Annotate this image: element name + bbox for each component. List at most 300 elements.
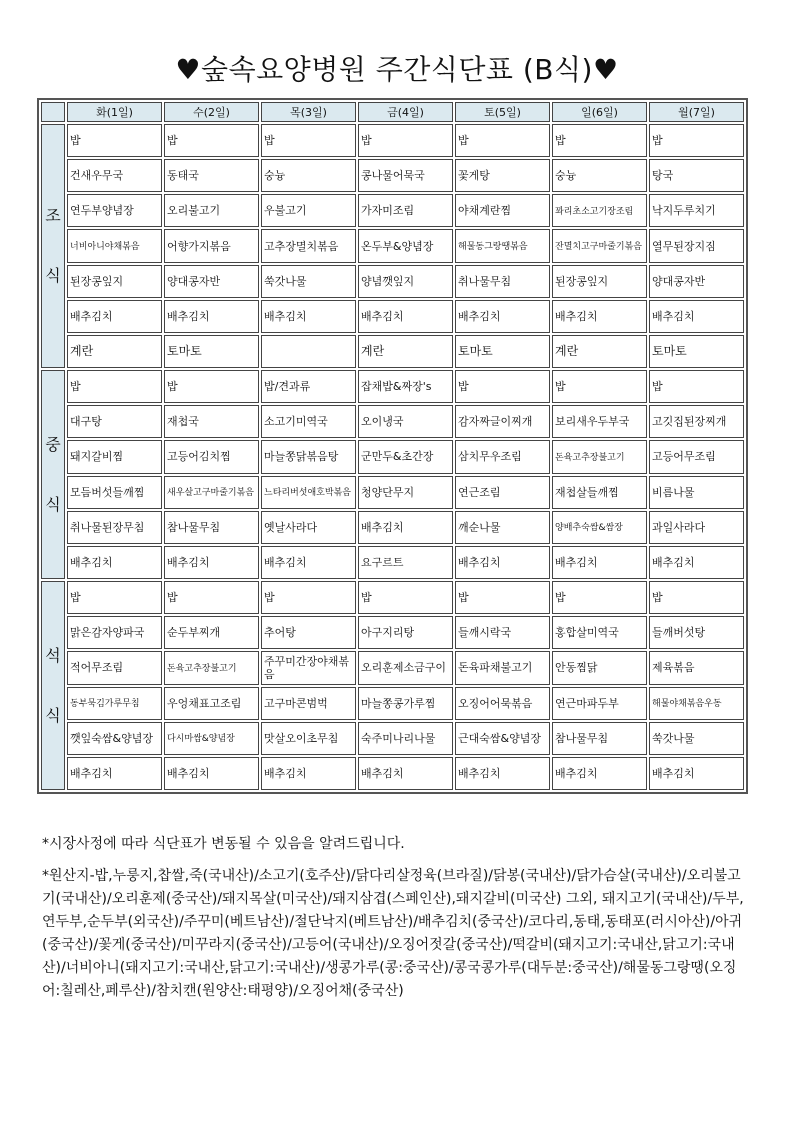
- menu-item-text: 쑥갓나물: [264, 274, 307, 288]
- menu-item: [649, 722, 744, 755]
- menu-item: [649, 757, 744, 790]
- menu-item: [67, 757, 162, 790]
- menu-item-text: 밥: [361, 591, 372, 605]
- menu-item: [67, 511, 162, 544]
- menu-item: [261, 511, 356, 544]
- menu-item: [455, 229, 550, 262]
- menu-item: [261, 440, 356, 473]
- menu-item: [552, 159, 647, 192]
- menu-item-text: 우엉채표고조림: [167, 696, 242, 710]
- menu-row: [41, 265, 744, 298]
- menu-item: [455, 194, 550, 227]
- menu-row: [41, 300, 744, 333]
- menu-item: [552, 757, 647, 790]
- menu-item: [552, 651, 647, 684]
- menu-item-text: 꽈리초소고기장조림: [555, 206, 634, 217]
- menu-item-text: 배추김치: [264, 555, 307, 569]
- menu-item-text: 밥: [264, 591, 275, 605]
- menu-item-text: 밥: [167, 380, 178, 394]
- menu-row: [41, 370, 744, 403]
- menu-item-text: 연근조림: [458, 485, 501, 499]
- meal-label: 석 식: [41, 581, 65, 790]
- meal-label: 중 식: [41, 370, 65, 579]
- menu-item: [552, 511, 647, 544]
- menu-item: [455, 476, 550, 509]
- menu-item: [455, 687, 550, 720]
- menu-item-text: 오리훈제소금구이: [361, 661, 447, 675]
- menu-item: [358, 546, 453, 579]
- menu-item-text: 맛살오이초무침: [264, 731, 339, 745]
- menu-item: [358, 194, 453, 227]
- menu-item-text: 배추김치: [264, 766, 307, 780]
- menu-item: [455, 581, 550, 614]
- menu-item: [164, 616, 259, 649]
- menu-item: [649, 616, 744, 649]
- menu-item: [164, 476, 259, 509]
- menu-item-text: 들깨시락국: [458, 626, 512, 640]
- menu-item: [164, 405, 259, 438]
- menu-item-text: 해물야채볶음우동: [652, 699, 722, 710]
- menu-item: [67, 546, 162, 579]
- menu-item: [67, 616, 162, 649]
- menu-item-text: 배추김치: [361, 309, 404, 323]
- menu-item-text: 가자미조림: [361, 204, 415, 218]
- menu-item-text: 오리불고기: [167, 204, 221, 218]
- menu-item-text: 숭늉: [264, 169, 286, 183]
- menu-row: [41, 722, 744, 755]
- menu-item-text: 동부묵김가루무침: [70, 699, 140, 710]
- menu-item-text: 배추김치: [652, 555, 695, 569]
- menu-item: [261, 722, 356, 755]
- menu-item: [552, 265, 647, 298]
- day-header: 화(1일): [67, 102, 162, 122]
- menu-item-text: 밥: [458, 380, 469, 394]
- menu-item: [358, 229, 453, 262]
- menu-item: [164, 194, 259, 227]
- menu-item-text: 동태국: [167, 169, 199, 183]
- menu-row: [41, 124, 744, 157]
- menu-row: [41, 476, 744, 509]
- menu-item-text: 배추김치: [70, 766, 113, 780]
- day-header: 수(2일): [164, 102, 259, 122]
- menu-item-text: 숙주미나리나물: [361, 731, 436, 745]
- day-header: 토(5일): [455, 102, 550, 122]
- menu-item: [164, 300, 259, 333]
- menu-item: [649, 300, 744, 333]
- menu-item-text: 요구르트: [361, 555, 404, 569]
- menu-item: [164, 440, 259, 473]
- header-corner: [41, 102, 65, 122]
- menu-item: [552, 405, 647, 438]
- menu-row: [41, 651, 744, 684]
- menu-item-text: 배추김치: [70, 309, 113, 323]
- menu-item: [649, 370, 744, 403]
- menu-item: [67, 687, 162, 720]
- menu-item: [164, 757, 259, 790]
- menu-item-text: 군만두&초간장: [361, 450, 434, 464]
- menu-item: [164, 722, 259, 755]
- menu-item-text: 배추김치: [458, 766, 501, 780]
- menu-item-text: 콩나물어묵국: [361, 169, 425, 183]
- menu-item: [649, 335, 744, 368]
- menu-item: [358, 616, 453, 649]
- menu-item: [261, 194, 356, 227]
- menu-item: [164, 687, 259, 720]
- menu-item-text: 배추김치: [70, 555, 113, 569]
- menu-item-text: 맑은감자양파국: [70, 626, 145, 640]
- menu-item: [455, 370, 550, 403]
- origin-notice: *원산지-밥,누룽지,찹쌀,죽(국내산)/소고기(호주산)/닭다리살정육(브라질)/닭봉(국내산)/닭가슴살(국내산)/오리불고기(국내산)/오리훈제(중국산)/돼지목살(미국산)/돼지삼겹(스페인산),돼지갈비(미국산) 그외, 돼지고기(국내산)/두부,연두부,순두부(외국산)/주꾸미(베트남산)/절단낙지(베트남산)/배추김치(중국산)/코다리,동태,동태포(러시아산)/아귀(중국산)/꽃게(중국산)/미꾸라지(중국산)/고등어(국내산)/오징어젓갈(중국산)/떡갈비(돼지고기:국내산,닭고기:국내산)/너비아니(돼지고기:국내산,닭고기:국내산)/생콩가루(콩:중국산)/콩국콩가루(대두분:중국산)/해물동그랑땡(오징어:칠레산,페루산)/참치캔(원양산:태평양)/오징어채(중국산): [42, 868, 744, 999]
- day-header-row: [41, 102, 744, 122]
- menu-item: [649, 476, 744, 509]
- menu-item: [261, 546, 356, 579]
- menu-row: [41, 581, 744, 614]
- menu-item-text: 밥: [361, 134, 372, 148]
- menu-item-text: 양대콩자반: [652, 274, 706, 288]
- menu-item: [261, 159, 356, 192]
- menu-item-text: 근대숙쌈&양념장: [458, 731, 541, 745]
- menu-item: [261, 405, 356, 438]
- menu-item-text: 야채계란찜: [458, 204, 512, 218]
- menu-item: [67, 194, 162, 227]
- menu-item-text: 밥: [264, 134, 275, 148]
- menu-item: [164, 159, 259, 192]
- menu-item: [455, 265, 550, 298]
- menu-item: [649, 194, 744, 227]
- menu-item-text: 밥: [70, 380, 81, 394]
- menu-item-text: 아구지리탕: [361, 626, 415, 640]
- menu-item-text: 탕국: [652, 169, 674, 183]
- menu-item-text: 대구탕: [70, 415, 102, 429]
- menu-item: [358, 440, 453, 473]
- menu-item: [67, 722, 162, 755]
- menu-item-text: 제육볶음: [652, 661, 695, 675]
- menu-item: [358, 300, 453, 333]
- menu-row: [41, 194, 744, 227]
- menu-item: [649, 405, 744, 438]
- menu-item: [455, 651, 550, 684]
- menu-item-text: 오이냉국: [361, 415, 404, 429]
- menu-item-text: 재첩살들깨찜: [555, 485, 619, 499]
- menu-item-text: 배추김치: [555, 309, 598, 323]
- menu-row: [41, 546, 744, 579]
- menu-item: [261, 581, 356, 614]
- menu-item-text: 과일사라다: [652, 520, 706, 534]
- menu-item: [67, 651, 162, 684]
- menu-item: [552, 687, 647, 720]
- menu-item: [358, 335, 453, 368]
- menu-item-text: 계란: [361, 344, 385, 359]
- menu-item-text: 취나물무침: [458, 274, 512, 288]
- menu-item: [164, 370, 259, 403]
- menu-item-text: 새우살고구마줄기볶음: [167, 488, 254, 499]
- menu-item: [261, 476, 356, 509]
- menu-row: [41, 687, 744, 720]
- menu-item-text: 배추김치: [167, 555, 210, 569]
- menu-item-text: 잔멸치고구마줄기볶음: [555, 242, 642, 253]
- menu-item-text: 낙지두루치기: [652, 204, 716, 218]
- menu-item: [455, 440, 550, 473]
- menu-item-text: 밥: [555, 380, 566, 394]
- menu-item-text: 모듬버섯들깨찜: [70, 485, 145, 499]
- menu-item: [358, 651, 453, 684]
- menu-item: [67, 440, 162, 473]
- menu-item-text: 배추김치: [264, 309, 307, 323]
- menu-item-text: 밥: [70, 134, 81, 148]
- day-header: 일(6일): [552, 102, 647, 122]
- menu-item-text: 깻잎숙쌈&양념장: [70, 731, 153, 745]
- menu-item: [552, 440, 647, 473]
- menu-item: [358, 370, 453, 403]
- menu-item: [649, 511, 744, 544]
- menu-item: [358, 687, 453, 720]
- menu-item: [164, 335, 259, 368]
- menu-item-text: 홍합살미역국: [555, 626, 619, 640]
- menu-item-text: 깨순나물: [458, 520, 501, 534]
- menu-item: [164, 651, 259, 684]
- menu-item: [455, 300, 550, 333]
- menu-item: [261, 124, 356, 157]
- menu-item: [164, 265, 259, 298]
- menu-item-text: 열무된장지짐: [652, 239, 716, 253]
- menu-item-text: 오징어어묵볶음: [458, 696, 533, 710]
- menu-item-text: 된장콩잎지: [555, 274, 609, 288]
- menu-item-text: 계란: [555, 344, 579, 359]
- menu-item: [552, 370, 647, 403]
- menu-item: [358, 511, 453, 544]
- menu-item-text: 소고기미역국: [264, 415, 328, 429]
- menu-item-text: 추어탕: [264, 626, 296, 640]
- menu-row: [41, 159, 744, 192]
- menu-item: [358, 757, 453, 790]
- menu-item-text: 온두부&양념장: [361, 239, 434, 253]
- menu-item-text: 건새우무국: [70, 169, 124, 183]
- menu-item-text: 마늘쫑콩가루찜: [361, 696, 436, 710]
- menu-item: [649, 546, 744, 579]
- menu-item-text: 참나물무침: [167, 520, 221, 534]
- menu-item-text: 밥: [458, 591, 469, 605]
- menu-item: [67, 265, 162, 298]
- menu-item-text: 느타리버섯애호박볶음: [264, 488, 351, 499]
- menu-item: [358, 265, 453, 298]
- menu-item-text: 배추김치: [167, 309, 210, 323]
- menu-item-text: 배추김치: [167, 766, 210, 780]
- menu-item: [649, 440, 744, 473]
- menu-item-text: 어향가지볶음: [167, 239, 231, 253]
- menu-item: [261, 616, 356, 649]
- menu-item-text: 배추김치: [361, 520, 404, 534]
- menu-item-text: 고깃집된장찌개: [652, 415, 727, 429]
- menu-item-text: 배추김치: [652, 766, 695, 780]
- menu-item-text: 밥: [652, 591, 663, 605]
- menu-item: [67, 370, 162, 403]
- menu-item: [67, 124, 162, 157]
- menu-item: [67, 335, 162, 368]
- menu-item-text: 보리새우두부국: [555, 415, 630, 429]
- menu-item: [164, 229, 259, 262]
- menu-item-text: 안동찜닭: [555, 661, 598, 675]
- day-header: 금(4일): [358, 102, 453, 122]
- menu-item-text: 다시마쌈&양념장: [167, 734, 235, 745]
- menu-item: [455, 546, 550, 579]
- menu-item-text: 고등어김치찜: [167, 450, 231, 464]
- menu-item-text: 된장콩잎지: [70, 274, 124, 288]
- menu-item-text: 배추김치: [555, 766, 598, 780]
- menu-item: [67, 581, 162, 614]
- page-title: ♥숲속요양병원 주간식단표 (B식)♥: [175, 53, 619, 86]
- menu-item-text: 옛날사라다: [264, 520, 318, 534]
- menu-item-text: 주꾸미간장야채볶음: [264, 654, 350, 681]
- menu-item: [455, 511, 550, 544]
- menu-item-text: 토마토: [652, 344, 687, 359]
- menu-item: [552, 722, 647, 755]
- menu-item-text: 연두부양념장: [70, 204, 134, 218]
- menu-item-text: 잡채밥&짜장's: [361, 380, 432, 394]
- menu-item-text: 삼치무우조림: [458, 450, 522, 464]
- menu-item-text: 감자짜글이찌개: [458, 415, 533, 429]
- menu-row: [41, 335, 744, 368]
- menu-item-text: 양념깻잎지: [361, 274, 415, 288]
- menu-item: [261, 651, 356, 684]
- menu-item: [552, 124, 647, 157]
- menu-item-text: 밥: [167, 591, 178, 605]
- menu-item-text: 밥: [167, 134, 178, 148]
- menu-item-text: 적어무조림: [70, 661, 124, 675]
- menu-item: [67, 476, 162, 509]
- menu-item: [358, 159, 453, 192]
- menu-item-text: 밥: [555, 591, 566, 605]
- menu-item-text: 배추김치: [555, 555, 598, 569]
- menu-item-text: 토마토: [167, 344, 202, 359]
- menu-item-text: 마늘쫑닭볶음탕: [264, 450, 339, 464]
- menu-item-text: 우불고기: [264, 204, 307, 218]
- menu-item-text: 돈육고추장불고기: [167, 663, 237, 674]
- menu-item-text: 배추김치: [361, 766, 404, 780]
- menu-item-text: 토마토: [458, 344, 493, 359]
- menu-item: [552, 476, 647, 509]
- menu-item-text: 돈육파채불고기: [458, 661, 533, 675]
- menu-item: [261, 229, 356, 262]
- menu-row: [41, 405, 744, 438]
- menu-item: [455, 159, 550, 192]
- menu-item: [552, 335, 647, 368]
- menu-row: [41, 616, 744, 649]
- menu-item: [649, 581, 744, 614]
- menu-item: [261, 687, 356, 720]
- menu-item-text: 밥: [70, 591, 81, 605]
- menu-item: [455, 405, 550, 438]
- menu-item-text: 밥: [652, 134, 663, 148]
- meal-label: 조 식: [41, 124, 65, 368]
- menu-item: [649, 265, 744, 298]
- menu-item: [67, 159, 162, 192]
- menu-item: [358, 476, 453, 509]
- menu-item: [358, 405, 453, 438]
- menu-row: [41, 511, 744, 544]
- menu-item: [552, 581, 647, 614]
- menu-item-text: 밥: [555, 134, 566, 148]
- menu-item-text: 밥/견과류: [264, 380, 311, 394]
- day-header: 월(7일): [649, 102, 744, 122]
- menu-item: [455, 335, 550, 368]
- menu-item-text: 순두부찌개: [167, 626, 221, 640]
- menu-row: [41, 757, 744, 790]
- menu-item: [67, 300, 162, 333]
- menu-item-text: 연근마파두부: [555, 696, 619, 710]
- menu-item: [552, 300, 647, 333]
- menu-item: [358, 722, 453, 755]
- menu-item-text: 밥: [652, 380, 663, 394]
- menu-item: [67, 229, 162, 262]
- menu-item: [455, 124, 550, 157]
- menu-row: [41, 440, 744, 473]
- menu-item: [261, 265, 356, 298]
- menu-item-text: 고등어무조림: [652, 450, 716, 464]
- menu-item: [261, 335, 356, 368]
- menu-item-text: 취나물된장무침: [70, 520, 145, 534]
- menu-item-text: 배추김치: [458, 309, 501, 323]
- menu-item-text: 돈육고추장불고기: [555, 452, 625, 463]
- menu-item-text: 숭늉: [555, 169, 577, 183]
- menu-item-text: 꽃게탕: [458, 169, 490, 183]
- menu-item: [455, 722, 550, 755]
- menu-item: [552, 194, 647, 227]
- menu-item: [261, 370, 356, 403]
- menu-item-text: 배추김치: [458, 555, 501, 569]
- menu-item: [455, 616, 550, 649]
- day-header: 목(3일): [261, 102, 356, 122]
- menu-item-text: 재첩국: [167, 415, 199, 429]
- menu-item-text: 배추김치: [652, 309, 695, 323]
- menu-item: [67, 405, 162, 438]
- menu-item-text: 쑥갓나물: [652, 731, 695, 745]
- menu-item-text: 양대콩자반: [167, 274, 221, 288]
- menu-item: [552, 229, 647, 262]
- menu-item-text: 들깨버섯탕: [652, 626, 706, 640]
- menu-item-text: 참나물무침: [555, 731, 609, 745]
- menu-item: [649, 229, 744, 262]
- menu-item: [261, 300, 356, 333]
- menu-item: [358, 581, 453, 614]
- menu-item-text: 청양단무지: [361, 485, 415, 499]
- menu-item: [455, 757, 550, 790]
- menu-item: [649, 687, 744, 720]
- menu-item-text: 너비아니야채볶음: [70, 242, 140, 253]
- weekly-menu-table: [37, 98, 748, 794]
- menu-item: [649, 651, 744, 684]
- menu-item-text: 돼지갈비찜: [70, 450, 124, 464]
- menu-item-text: 계란: [70, 344, 94, 359]
- menu-item-text: 해물동그랑땡볶음: [458, 242, 528, 253]
- menu-item: [164, 546, 259, 579]
- menu-item: [358, 124, 453, 157]
- menu-item: [164, 511, 259, 544]
- menu-item: [164, 581, 259, 614]
- menu-item: [164, 124, 259, 157]
- menu-item: [552, 546, 647, 579]
- menu-item-text: 비름나물: [652, 485, 695, 499]
- menu-item: [552, 616, 647, 649]
- menu-item-text: 양배추숙쌈&쌈장: [555, 523, 623, 534]
- menu-item: [649, 124, 744, 157]
- menu-item: [261, 757, 356, 790]
- menu-item-text: 밥: [458, 134, 469, 148]
- menu-item: [649, 159, 744, 192]
- change-notice: *시장사정에 따라 식단표가 변동될 수 있음을 알려드립니다.: [42, 836, 405, 852]
- menu-item-text: 고추장멸치볶음: [264, 239, 339, 253]
- menu-item-text: 고구마콘범벅: [264, 696, 328, 710]
- menu-row: [41, 229, 744, 262]
